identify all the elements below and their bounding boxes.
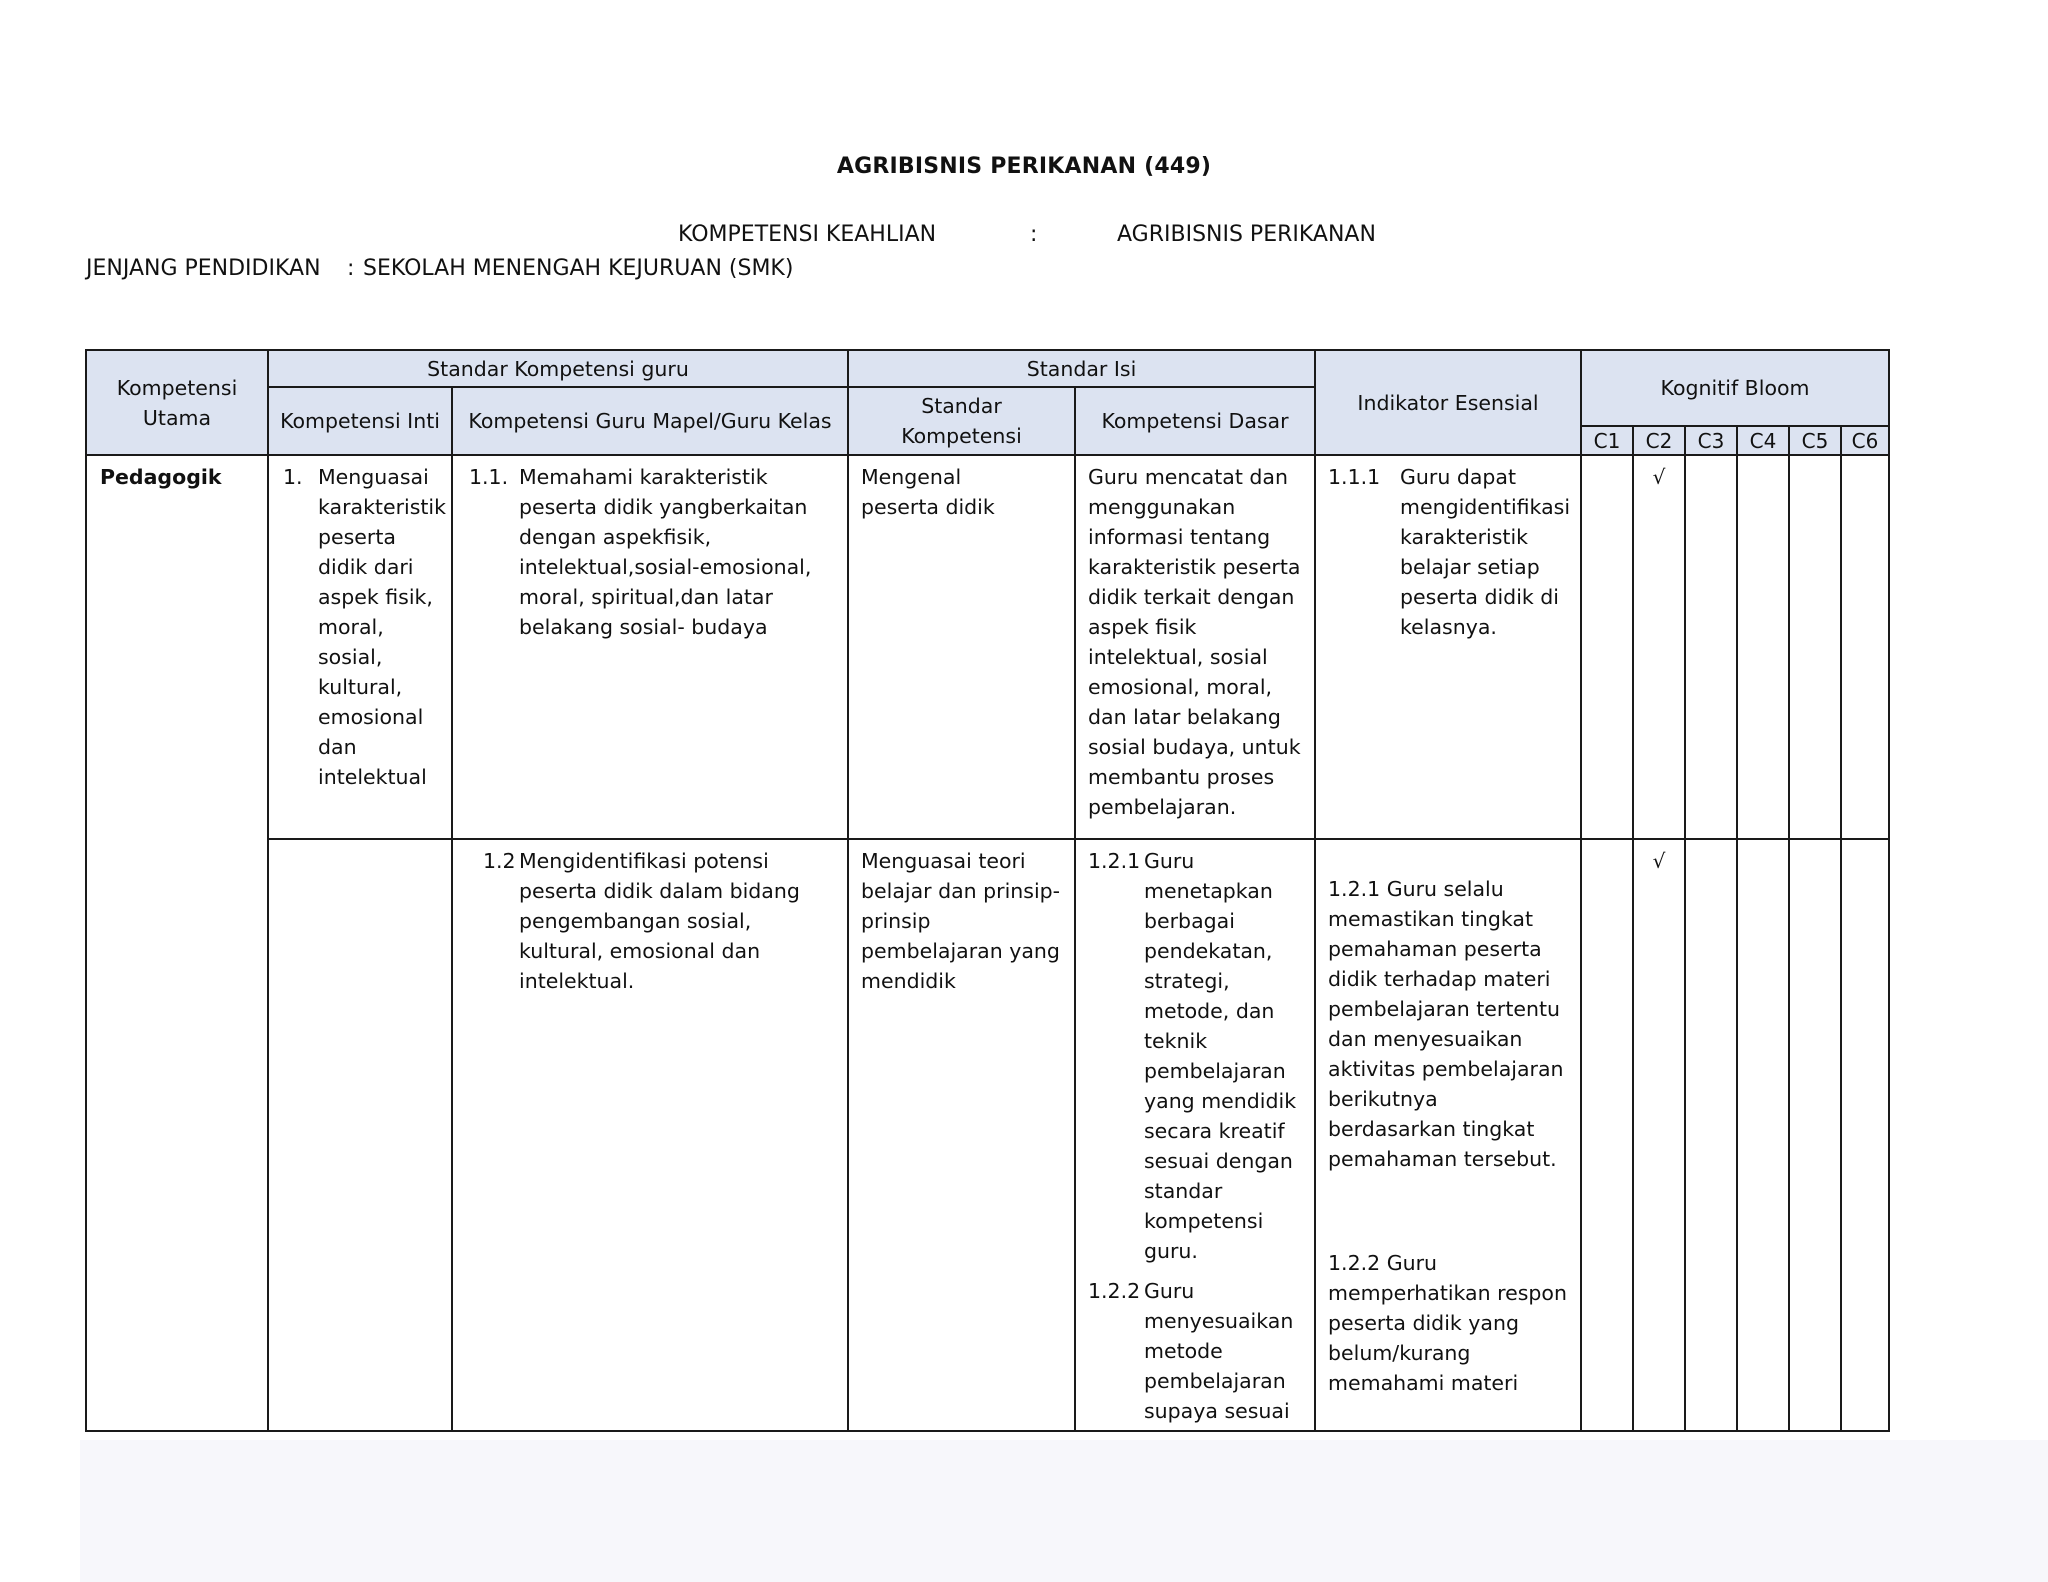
check-mark-icon: √: [1652, 465, 1666, 489]
kompetensi-keahlian-colon: :: [1030, 222, 1038, 247]
kompetensi-keahlian-value: AGRIBISNIS PERIKANAN: [1117, 222, 1376, 247]
header-standar-kompetensi-guru: Standar Kompetensi guru: [268, 350, 848, 387]
kompetensi-dasar-cell: [1075, 455, 1315, 839]
page-bottom-band: [80, 1440, 2048, 1582]
indikator-cell: [1315, 839, 1581, 1431]
indikator-2-text: 1.2.2 Guru memperhatikan respon peserta didik yang belum/kurang memahami materi: [1328, 1251, 1567, 1395]
guru-mapel-number: 1.2: [483, 849, 516, 873]
header-kompetensi-utama: Kompetensi Utama: [86, 350, 268, 455]
guru-mapel-number: 1.1.: [469, 465, 509, 489]
check-mark-icon: √: [1652, 849, 1666, 873]
kompetensi-utama-cell: [86, 455, 268, 1431]
guru-mapel-cell: [452, 455, 848, 839]
bloom-c3-cell: [1685, 455, 1737, 839]
header-indikator-esensial: Indikator Esensial: [1315, 350, 1581, 455]
header-kompetensi-inti: Kompetensi Inti: [268, 387, 452, 455]
kompetensi-dasar-text: Guru mencatat dan menggunakan informasi tentang karakteristik peserta didik terkait dengan aspek fisik intelektual, sosial emosional, moral, dan latar belakang sosial budaya, untuk membantu proses pembelajaran.: [1088, 465, 1301, 819]
kompetensi-inti-text: Menguasai karakteristik peserta didik dari aspek fisik, moral, sosial, kultural, emosional dan intelektual: [318, 465, 446, 789]
bloom-c6-cell: [1841, 455, 1889, 839]
indikator-number: 1.1.1: [1328, 465, 1381, 489]
header-bloom-c1: C1: [1581, 426, 1633, 455]
table-row: [86, 839, 1889, 1431]
kd-2-number: 1.2.2: [1088, 1279, 1141, 1303]
header-kompetensi-dasar: Kompetensi Dasar: [1075, 387, 1315, 455]
kompetensi-keahlian-label: KOMPETENSI KEAHLIAN: [678, 222, 937, 247]
bloom-c5-cell: [1789, 455, 1841, 839]
indikator-text: Guru dapat mengidentifikasi karakteristik belajar setiap peserta didik di kelasnya.: [1400, 465, 1571, 639]
standar-kompetensi-text: Menguasai teori belajar dan prinsip-prinsip pembelajaran yang mendidik: [861, 849, 1061, 993]
bloom-c4-cell: [1737, 839, 1789, 1431]
kompetensi-inti-cell: [268, 455, 452, 839]
indikator-cell: [1315, 455, 1581, 839]
bloom-c6-cell: [1841, 839, 1889, 1431]
header-bloom-c3: C3: [1685, 426, 1737, 455]
kd-1-text: Guru menetapkan berbagai pendekatan, strategi, metode, dan teknik pembelajaran yang mendidik secara kreatif sesuai dengan standar kompetensi guru.: [1144, 849, 1297, 1263]
bloom-c1-cell: [1581, 455, 1633, 839]
standar-kompetensi-text: Mengenal peserta didik: [861, 465, 995, 519]
header-standar-kompetensi: Standar Kompetensi: [848, 387, 1075, 455]
standar-kompetensi-cell: [848, 839, 1075, 1431]
header-kognitif-bloom: Kognitif Bloom: [1581, 350, 1889, 426]
kompetensi-dasar-cell: [1075, 839, 1315, 1431]
header-bloom-c2: C2: [1633, 426, 1685, 455]
bloom-c2-cell: [1633, 839, 1685, 1431]
bloom-c2-cell: [1633, 455, 1685, 839]
header-standar-isi: Standar Isi: [848, 350, 1315, 387]
guru-mapel-text: Mengidentifikasi potensi peserta didik dalam bidang pengembangan sosial, kultural, emosional dan intelektual.: [519, 849, 800, 993]
kd-2-text: Guru menyesuaikan metode pembelajaran supaya sesuai: [1144, 1279, 1294, 1423]
indikator-1-text: 1.2.1 Guru selalu memastikan tingkat pemahaman peserta didik terhadap materi pembelajaran tertentu dan menyesuaikan aktivitas pembelajaran berikutnya berdasarkan tingkat pemahaman tersebut.: [1328, 877, 1564, 1171]
bloom-c5-cell: [1789, 839, 1841, 1431]
jenjang-pendidikan-colon: :: [347, 256, 355, 281]
header-bloom-c5: C5: [1789, 426, 1841, 455]
bloom-c1-cell: [1581, 839, 1633, 1431]
header-bloom-c4: C4: [1737, 426, 1789, 455]
competency-table: [85, 349, 1890, 1432]
standar-kompetensi-cell: [848, 455, 1075, 839]
kompetensi-utama-value: Pedagogik: [100, 465, 222, 489]
guru-mapel-cell: [452, 839, 848, 1431]
document-title: AGRIBISNIS PERIKANAN (449): [836, 154, 1212, 179]
header-bloom-c6: C6: [1841, 426, 1889, 455]
bloom-c4-cell: [1737, 455, 1789, 839]
table-row: [86, 455, 1889, 839]
kd-1-number: 1.2.1: [1088, 849, 1141, 873]
jenjang-pendidikan-value: SEKOLAH MENENGAH KEJURUAN (SMK): [363, 256, 794, 281]
jenjang-pendidikan-label: JENJANG PENDIDIKAN: [86, 256, 321, 281]
header-kompetensi-guru-mapel: Kompetensi Guru Mapel/Guru Kelas: [452, 387, 848, 455]
bloom-c3-cell: [1685, 839, 1737, 1431]
kompetensi-inti-cell: [268, 839, 452, 1431]
guru-mapel-text: Memahami karakteristik peserta didik yangberkaitan dengan aspekfisik, intelektual,sosial-emosional, moral, spiritual,dan latar belakang sosial- budaya: [519, 465, 812, 639]
kompetensi-inti-number: 1.: [283, 465, 303, 489]
